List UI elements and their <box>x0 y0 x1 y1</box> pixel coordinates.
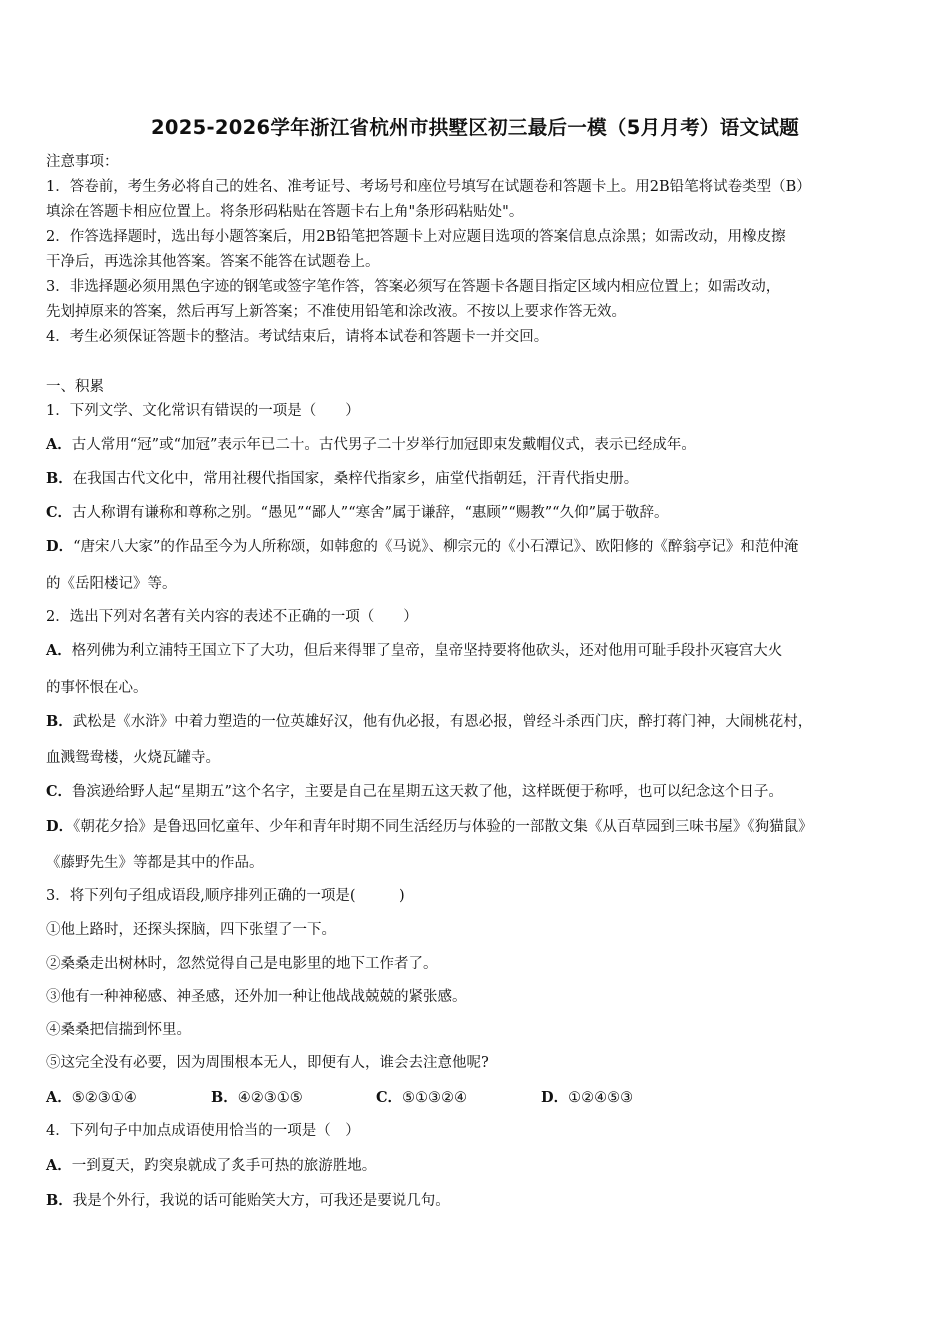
option-label: B． <box>211 1089 238 1106</box>
option-text: 格列佛为利立浦特王国立下了大功，但后来得罪了皇帝，皇帝坚持要将他砍头，还对他用可耻手段扑灭寝宫大火 <box>71 643 783 659</box>
option-label: B． <box>46 1192 73 1209</box>
q1-stem: 1．下列文学、文化常识有错误的一项是（ ） <box>46 403 360 419</box>
option-label: C． <box>46 783 73 800</box>
q2-option-a <box>46 641 782 661</box>
q3-sentence-4: ④桑桑把信揣到怀里。 <box>46 1022 191 1038</box>
option-label: A． <box>46 1089 72 1106</box>
q1-option-d-cont: 的《岳阳楼记》等。 <box>46 576 177 592</box>
option-text: ⑤②③①④ <box>71 1090 137 1106</box>
notice-line-1: 1．答卷前，考生务必将自己的姓名、准考证号、考场号和座位号填写在试题卷和答题卡上。用2B铅笔将试卷类型（B） <box>46 179 811 195</box>
notice-line-6: 先划掉原来的答案，然后再写上新答案；不准使用铅笔和涂改液。不按以上要求作答无效。 <box>46 304 626 320</box>
option-text: 在我国古代文化中，常用社稷代指国家，桑梓代指家乡，庙堂代指朝廷，汗青代指史册。 <box>72 471 639 487</box>
option-text: 我是个外行，我说的话可能贻笑大方，可我还是要说几句。 <box>72 1193 450 1209</box>
q2-option-d-cont: 《藤野先生》等都是其中的作品。 <box>46 855 264 871</box>
notice-line-4: 干净后，再选涂其他答案。答案不能答在试题卷上。 <box>46 254 380 270</box>
page-title: 2025-2026学年浙江省杭州市拱墅区初三最后一模（5月月考）语文试题 <box>150 116 799 139</box>
q3-option-d <box>541 1086 633 1107</box>
q2-option-c <box>46 782 783 802</box>
notice-line-2: 填涂在答题卡相应位置上。将条形码粘贴在答题卡右上角"条形码粘贴处"。 <box>46 204 524 220</box>
option-label: D． <box>46 818 74 835</box>
q3-option-c <box>376 1086 541 1107</box>
option-label: C． <box>46 504 73 521</box>
q2-option-b <box>46 712 812 732</box>
option-text: 鲁滨逊给野人起“星期五”这个名字，主要是自己在星期五这天救了他，这样既便于称呼，也可以纪念这个日子。 <box>72 784 783 800</box>
q3-sentence-1: ①他上路时，还探头探脑，四下张望了一下。 <box>46 922 336 938</box>
option-text: 古人称谓有谦称和尊称之别。“愚见”“鄙人”“寒舍”属于谦辞，“惠顾”“赐教”“久仰”属于敬辞。 <box>72 505 669 521</box>
option-label: A． <box>46 436 72 453</box>
q2-stem: 2．选出下列对名著有关内容的表述不正确的一项（ ） <box>46 609 418 625</box>
q3-option-a <box>46 1086 211 1107</box>
q4-stem: 4．下列句子中加点成语使用恰当的一项是（ ） <box>46 1123 360 1139</box>
notice-heading: 注意事项： <box>46 154 119 170</box>
section-heading: 一、积累 <box>46 379 104 395</box>
q1-option-a <box>46 435 696 455</box>
option-text: 一到夏天，趵突泉就成了炙手可热的旅游胜地。 <box>71 1158 377 1174</box>
option-text: ①②④⑤③ <box>568 1090 634 1106</box>
q3-stem: 3．将下列句子组成语段,顺序排列正确的一项是( ) <box>46 888 405 904</box>
notice-line-5: 3．非选择题必须用黑色字迹的钢笔或签字笔作答，答案必须写在答题卡各题目指定区域内相应位置上；如需改动， <box>46 279 781 295</box>
option-text: ⑤①③②④ <box>402 1090 468 1106</box>
q3-sentence-2: ②桑桑走出树林时，忽然觉得自己是电影里的地下工作者了。 <box>46 956 438 972</box>
option-label: C． <box>376 1089 403 1106</box>
option-label: A． <box>46 1157 72 1174</box>
option-text: 《朝花夕拾》是鲁迅回忆童年、少年和青年时期不同生活经历与体验的一部散文集《从百草园到三味书屋》《狗猫鼠》 <box>73 819 813 835</box>
q2-option-a-cont: 的事怀恨在心。 <box>46 680 148 696</box>
option-text: ④②③①⑤ <box>237 1090 303 1106</box>
q3-sentence-3: ③他有一种神秘感、神圣感，还外加一种让他战战兢兢的紧张感。 <box>46 989 467 1005</box>
option-label: B． <box>46 713 73 730</box>
option-label: B． <box>46 470 73 487</box>
q4-option-b <box>46 1191 450 1211</box>
option-text: 武松是《水浒》中着力塑造的一位英雄好汉，他有仇必报，有恩必报，曾经斗杀西门庆，醉打蒋门神，大闹桃花村， <box>72 714 813 730</box>
notice-line-3: 2．作答选择题时，选出每小题答案后，用2B铅笔把答题卡上对应题目选项的答案信息点涂黑；如需改动，用橡皮擦 <box>46 229 786 245</box>
q1-option-d <box>46 537 798 557</box>
q2-option-d <box>46 817 813 837</box>
q3-option-b <box>211 1086 376 1107</box>
notice-line-7: 4．考生必须保证答题卡的整洁。考试结束后，请将本试卷和答题卡一并交回。 <box>46 329 549 345</box>
q1-option-c <box>46 503 669 523</box>
option-label: A． <box>46 642 72 659</box>
q1-option-b <box>46 469 638 489</box>
option-text: “唐宋八大家”的作品至今为人所称颂，如韩愈的《马说》、柳宗元的《小石潭记》、欧阳修的《醉翁亭记》和范仲淹 <box>73 539 799 555</box>
q3-options <box>46 1086 906 1107</box>
option-text: 古人常用“冠”或“加冠”表示年已二十。古代男子二十岁举行加冠即束发戴帽仪式，表示已经成年。 <box>71 437 696 453</box>
option-label: D． <box>46 538 74 555</box>
q3-sentence-5: ⑤这完全没有必要，因为周围根本无人，即便有人，谁会去注意他呢? <box>46 1055 489 1071</box>
q4-option-a <box>46 1156 376 1176</box>
q2-option-b-cont: 血溅鸳鸯楼，火烧瓦罐寺。 <box>46 750 220 766</box>
option-label: D． <box>541 1089 569 1106</box>
